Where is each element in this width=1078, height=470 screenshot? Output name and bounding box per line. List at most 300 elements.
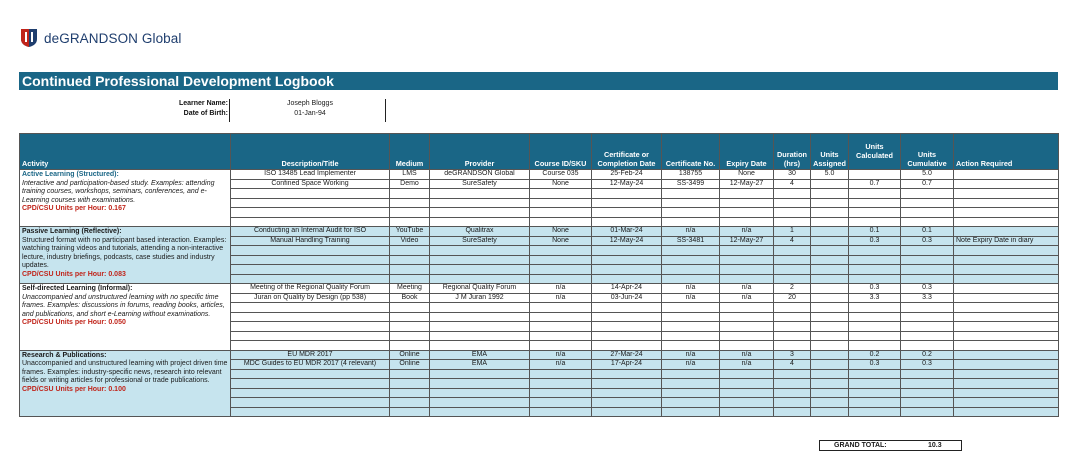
cell-units-assigned[interactable] bbox=[811, 179, 849, 189]
cell-provider[interactable] bbox=[430, 398, 530, 408]
cell-provider[interactable]: EMA bbox=[430, 360, 530, 370]
cell-course-id[interactable] bbox=[530, 379, 592, 389]
cell-units-assigned[interactable] bbox=[811, 236, 849, 246]
cell-duration[interactable]: 3 bbox=[774, 350, 811, 360]
cell-medium[interactable] bbox=[390, 379, 430, 389]
cell-certificate-no[interactable] bbox=[662, 322, 720, 332]
cell-certificate-no[interactable] bbox=[662, 246, 720, 256]
cell-duration[interactable]: 20 bbox=[774, 293, 811, 303]
cell-units-cumulative[interactable] bbox=[901, 331, 954, 341]
cell-action[interactable] bbox=[954, 331, 1059, 341]
cell-description[interactable] bbox=[231, 331, 390, 341]
cell-action[interactable] bbox=[954, 217, 1059, 227]
cell-units-calculated[interactable] bbox=[849, 274, 901, 284]
cell-action[interactable] bbox=[954, 208, 1059, 218]
cell-certificate-no[interactable] bbox=[662, 198, 720, 208]
cell-certificate-no[interactable] bbox=[662, 369, 720, 379]
cell-action[interactable] bbox=[954, 369, 1059, 379]
cell-certificate-no[interactable] bbox=[662, 255, 720, 265]
cell-course-id[interactable] bbox=[530, 274, 592, 284]
cell-course-id[interactable] bbox=[530, 255, 592, 265]
cell-certificate-no[interactable] bbox=[662, 398, 720, 408]
cell-provider[interactable] bbox=[430, 208, 530, 218]
cell-certificate-no[interactable] bbox=[662, 217, 720, 227]
cell-certificate-no[interactable] bbox=[662, 208, 720, 218]
cell-expiry[interactable]: n/a bbox=[720, 293, 774, 303]
cell-units-cumulative[interactable]: 0.3 bbox=[901, 360, 954, 370]
cell-duration[interactable]: 2 bbox=[774, 284, 811, 294]
cell-medium[interactable] bbox=[390, 208, 430, 218]
cell-provider[interactable] bbox=[430, 322, 530, 332]
cell-course-id[interactable]: None bbox=[530, 236, 592, 246]
cell-units-assigned[interactable] bbox=[811, 198, 849, 208]
cell-units-cumulative[interactable] bbox=[901, 198, 954, 208]
cell-description[interactable] bbox=[231, 369, 390, 379]
cell-duration[interactable]: 30 bbox=[774, 170, 811, 180]
cell-course-id[interactable]: n/a bbox=[530, 360, 592, 370]
cell-units-cumulative[interactable] bbox=[901, 388, 954, 398]
cell-units-assigned[interactable] bbox=[811, 388, 849, 398]
cell-units-assigned[interactable] bbox=[811, 274, 849, 284]
cell-units-calculated[interactable] bbox=[849, 341, 901, 351]
cell-units-assigned[interactable] bbox=[811, 322, 849, 332]
cell-description[interactable]: Conducting an Internal Audit for ISO bbox=[231, 227, 390, 237]
cell-certificate-date[interactable] bbox=[592, 369, 662, 379]
cell-provider[interactable] bbox=[430, 407, 530, 417]
cell-provider[interactable] bbox=[430, 379, 530, 389]
cell-units-assigned[interactable] bbox=[811, 265, 849, 275]
cell-units-assigned[interactable] bbox=[811, 284, 849, 294]
cell-course-id[interactable] bbox=[530, 198, 592, 208]
cell-course-id[interactable] bbox=[530, 407, 592, 417]
cell-units-calculated[interactable]: 3.3 bbox=[849, 293, 901, 303]
cell-action[interactable] bbox=[954, 379, 1059, 389]
cell-medium[interactable] bbox=[390, 198, 430, 208]
cell-units-cumulative[interactable] bbox=[901, 312, 954, 322]
cell-certificate-date[interactable] bbox=[592, 341, 662, 351]
cell-expiry[interactable] bbox=[720, 379, 774, 389]
cell-expiry[interactable]: 12-May-27 bbox=[720, 179, 774, 189]
cell-expiry[interactable] bbox=[720, 369, 774, 379]
cell-certificate-date[interactable]: 03-Jun-24 bbox=[592, 293, 662, 303]
cell-expiry[interactable] bbox=[720, 407, 774, 417]
cell-duration[interactable] bbox=[774, 369, 811, 379]
cell-units-assigned[interactable] bbox=[811, 331, 849, 341]
cell-units-assigned[interactable] bbox=[811, 350, 849, 360]
cell-units-assigned[interactable] bbox=[811, 217, 849, 227]
cell-provider[interactable]: Qualitrax bbox=[430, 227, 530, 237]
cell-course-id[interactable] bbox=[530, 217, 592, 227]
cell-units-assigned[interactable] bbox=[811, 341, 849, 351]
cell-description[interactable] bbox=[231, 255, 390, 265]
cell-course-id[interactable] bbox=[530, 208, 592, 218]
cell-medium[interactable] bbox=[390, 398, 430, 408]
cell-duration[interactable] bbox=[774, 274, 811, 284]
cell-certificate-date[interactable] bbox=[592, 246, 662, 256]
cell-units-assigned[interactable] bbox=[811, 398, 849, 408]
cell-certificate-date[interactable] bbox=[592, 274, 662, 284]
cell-description[interactable]: Confined Space Working bbox=[231, 179, 390, 189]
cell-expiry[interactable]: n/a bbox=[720, 350, 774, 360]
cell-units-cumulative[interactable] bbox=[901, 217, 954, 227]
cell-expiry[interactable] bbox=[720, 198, 774, 208]
cell-certificate-no[interactable] bbox=[662, 265, 720, 275]
cell-action[interactable] bbox=[954, 312, 1059, 322]
cell-medium[interactable] bbox=[390, 312, 430, 322]
cell-duration[interactable]: 4 bbox=[774, 236, 811, 246]
cell-expiry[interactable]: 12-May-27 bbox=[720, 236, 774, 246]
cell-certificate-date[interactable] bbox=[592, 407, 662, 417]
cell-course-id[interactable] bbox=[530, 265, 592, 275]
cell-units-calculated[interactable] bbox=[849, 198, 901, 208]
cell-duration[interactable] bbox=[774, 398, 811, 408]
cell-medium[interactable] bbox=[390, 303, 430, 313]
cell-certificate-date[interactable]: 01-Mar-24 bbox=[592, 227, 662, 237]
cell-units-calculated[interactable] bbox=[849, 388, 901, 398]
cell-course-id[interactable] bbox=[530, 303, 592, 313]
cell-certificate-date[interactable] bbox=[592, 322, 662, 332]
cell-action[interactable] bbox=[954, 284, 1059, 294]
cell-course-id[interactable] bbox=[530, 369, 592, 379]
cell-units-assigned[interactable] bbox=[811, 407, 849, 417]
cell-course-id[interactable]: n/a bbox=[530, 350, 592, 360]
cell-medium[interactable]: Meeting bbox=[390, 284, 430, 294]
cell-action[interactable] bbox=[954, 407, 1059, 417]
cell-units-assigned[interactable] bbox=[811, 303, 849, 313]
cell-expiry[interactable] bbox=[720, 398, 774, 408]
cell-medium[interactable]: Video bbox=[390, 236, 430, 246]
cell-expiry[interactable] bbox=[720, 189, 774, 199]
cell-certificate-date[interactable] bbox=[592, 398, 662, 408]
cell-units-cumulative[interactable] bbox=[901, 322, 954, 332]
cell-units-calculated[interactable]: 0.7 bbox=[849, 179, 901, 189]
cell-medium[interactable] bbox=[390, 388, 430, 398]
cell-certificate-no[interactable] bbox=[662, 331, 720, 341]
cell-action[interactable] bbox=[954, 341, 1059, 351]
cell-description[interactable]: Meeting of the Regional Quality Forum bbox=[231, 284, 390, 294]
cell-action[interactable] bbox=[954, 303, 1059, 313]
cell-provider[interactable]: deGRANDSON Global bbox=[430, 170, 530, 180]
cell-certificate-no[interactable] bbox=[662, 312, 720, 322]
cell-course-id[interactable]: n/a bbox=[530, 293, 592, 303]
cell-description[interactable] bbox=[231, 398, 390, 408]
cell-description[interactable]: MDC Guides to EU MDR 2017 (4 relevant) bbox=[231, 360, 390, 370]
cell-action[interactable] bbox=[954, 227, 1059, 237]
cell-course-id[interactable] bbox=[530, 322, 592, 332]
cell-action[interactable] bbox=[954, 179, 1059, 189]
cell-certificate-no[interactable]: n/a bbox=[662, 284, 720, 294]
cell-expiry[interactable] bbox=[720, 312, 774, 322]
cell-description[interactable]: ISO 13485 Lead Implementer bbox=[231, 170, 390, 180]
cell-medium[interactable]: Demo bbox=[390, 179, 430, 189]
cell-provider[interactable] bbox=[430, 217, 530, 227]
cell-units-cumulative[interactable] bbox=[901, 407, 954, 417]
cell-certificate-date[interactable]: 12-May-24 bbox=[592, 236, 662, 246]
cell-description[interactable] bbox=[231, 189, 390, 199]
cell-medium[interactable] bbox=[390, 274, 430, 284]
cell-units-cumulative[interactable] bbox=[901, 265, 954, 275]
cell-action[interactable] bbox=[954, 170, 1059, 180]
cell-duration[interactable]: 1 bbox=[774, 227, 811, 237]
cell-course-id[interactable] bbox=[530, 189, 592, 199]
cell-provider[interactable]: J M Juran 1992 bbox=[430, 293, 530, 303]
cell-units-calculated[interactable] bbox=[849, 265, 901, 275]
cell-provider[interactable] bbox=[430, 388, 530, 398]
cell-units-cumulative[interactable]: 5.0 bbox=[901, 170, 954, 180]
cell-units-calculated[interactable] bbox=[849, 170, 901, 180]
cell-certificate-date[interactable] bbox=[592, 388, 662, 398]
cell-description[interactable] bbox=[231, 407, 390, 417]
cell-certificate-no[interactable] bbox=[662, 189, 720, 199]
cell-units-calculated[interactable] bbox=[849, 208, 901, 218]
cell-certificate-date[interactable] bbox=[592, 217, 662, 227]
cell-units-cumulative[interactable]: 0.3 bbox=[901, 236, 954, 246]
cell-action[interactable] bbox=[954, 246, 1059, 256]
cell-expiry[interactable] bbox=[720, 265, 774, 275]
cell-course-id[interactable] bbox=[530, 331, 592, 341]
cell-action[interactable] bbox=[954, 398, 1059, 408]
cell-units-assigned[interactable]: 5.0 bbox=[811, 170, 849, 180]
cell-description[interactable] bbox=[231, 246, 390, 256]
cell-duration[interactable] bbox=[774, 198, 811, 208]
cell-certificate-no[interactable]: n/a bbox=[662, 350, 720, 360]
cell-course-id[interactable]: None bbox=[530, 179, 592, 189]
cell-provider[interactable] bbox=[430, 331, 530, 341]
cell-certificate-no[interactable]: 138755 bbox=[662, 170, 720, 180]
cell-units-calculated[interactable] bbox=[849, 331, 901, 341]
cell-medium[interactable]: Book bbox=[390, 293, 430, 303]
cell-units-calculated[interactable]: 0.3 bbox=[849, 284, 901, 294]
cell-units-assigned[interactable] bbox=[811, 369, 849, 379]
cell-description[interactable] bbox=[231, 265, 390, 275]
cell-provider[interactable]: EMA bbox=[430, 350, 530, 360]
cell-action[interactable] bbox=[954, 198, 1059, 208]
cell-units-calculated[interactable] bbox=[849, 379, 901, 389]
cell-medium[interactable]: YouTube bbox=[390, 227, 430, 237]
cell-expiry[interactable]: None bbox=[720, 170, 774, 180]
cell-units-assigned[interactable] bbox=[811, 360, 849, 370]
cell-certificate-no[interactable]: SS-3481 bbox=[662, 236, 720, 246]
cell-description[interactable]: Manual Handling Training bbox=[231, 236, 390, 246]
cell-certificate-no[interactable] bbox=[662, 341, 720, 351]
cell-units-calculated[interactable] bbox=[849, 322, 901, 332]
cell-expiry[interactable] bbox=[720, 303, 774, 313]
cell-description[interactable]: Juran on Quality by Design (pp 538) bbox=[231, 293, 390, 303]
cell-course-id[interactable]: Course 035 bbox=[530, 170, 592, 180]
cell-medium[interactable] bbox=[390, 255, 430, 265]
cell-duration[interactable] bbox=[774, 303, 811, 313]
cell-medium[interactable]: Online bbox=[390, 350, 430, 360]
cell-provider[interactable] bbox=[430, 274, 530, 284]
cell-action[interactable] bbox=[954, 293, 1059, 303]
cell-units-calculated[interactable] bbox=[849, 217, 901, 227]
cell-certificate-date[interactable]: 14-Apr-24 bbox=[592, 284, 662, 294]
cell-provider[interactable] bbox=[430, 369, 530, 379]
cell-expiry[interactable] bbox=[720, 255, 774, 265]
cell-course-id[interactable] bbox=[530, 246, 592, 256]
cell-certificate-no[interactable]: SS-3499 bbox=[662, 179, 720, 189]
cell-action[interactable] bbox=[954, 388, 1059, 398]
cell-units-cumulative[interactable]: 0.1 bbox=[901, 227, 954, 237]
cell-certificate-date[interactable]: 25-Feb-24 bbox=[592, 170, 662, 180]
cell-units-calculated[interactable] bbox=[849, 398, 901, 408]
cell-units-calculated[interactable] bbox=[849, 246, 901, 256]
cell-action[interactable] bbox=[954, 360, 1059, 370]
cell-medium[interactable] bbox=[390, 369, 430, 379]
cell-duration[interactable] bbox=[774, 312, 811, 322]
cell-medium[interactable] bbox=[390, 246, 430, 256]
cell-units-calculated[interactable] bbox=[849, 407, 901, 417]
cell-certificate-no[interactable]: n/a bbox=[662, 360, 720, 370]
cell-units-assigned[interactable] bbox=[811, 312, 849, 322]
cell-units-assigned[interactable] bbox=[811, 189, 849, 199]
cell-certificate-date[interactable] bbox=[592, 312, 662, 322]
cell-provider[interactable]: SureSafety bbox=[430, 179, 530, 189]
cell-medium[interactable] bbox=[390, 189, 430, 199]
cell-duration[interactable] bbox=[774, 331, 811, 341]
cell-units-cumulative[interactable] bbox=[901, 303, 954, 313]
cell-description[interactable] bbox=[231, 388, 390, 398]
cell-medium[interactable] bbox=[390, 407, 430, 417]
cell-units-cumulative[interactable] bbox=[901, 189, 954, 199]
cell-certificate-no[interactable]: n/a bbox=[662, 293, 720, 303]
cell-medium[interactable] bbox=[390, 265, 430, 275]
cell-units-assigned[interactable] bbox=[811, 255, 849, 265]
cell-description[interactable] bbox=[231, 217, 390, 227]
cell-provider[interactable] bbox=[430, 189, 530, 199]
cell-certificate-date[interactable] bbox=[592, 198, 662, 208]
cell-duration[interactable] bbox=[774, 388, 811, 398]
cell-medium[interactable] bbox=[390, 331, 430, 341]
cell-units-calculated[interactable]: 0.1 bbox=[849, 227, 901, 237]
cell-certificate-date[interactable]: 17-Apr-24 bbox=[592, 360, 662, 370]
cell-expiry[interactable] bbox=[720, 246, 774, 256]
cell-course-id[interactable] bbox=[530, 398, 592, 408]
cell-duration[interactable] bbox=[774, 379, 811, 389]
cell-description[interactable]: EU MDR 2017 bbox=[231, 350, 390, 360]
cell-description[interactable] bbox=[231, 208, 390, 218]
cell-duration[interactable] bbox=[774, 189, 811, 199]
cell-action[interactable] bbox=[954, 265, 1059, 275]
cell-provider[interactable] bbox=[430, 341, 530, 351]
cell-expiry[interactable] bbox=[720, 217, 774, 227]
cell-units-calculated[interactable] bbox=[849, 255, 901, 265]
cell-description[interactable] bbox=[231, 322, 390, 332]
cell-medium[interactable] bbox=[390, 322, 430, 332]
cell-units-cumulative[interactable]: 0.3 bbox=[901, 284, 954, 294]
cell-expiry[interactable] bbox=[720, 322, 774, 332]
cell-provider[interactable] bbox=[430, 255, 530, 265]
cell-units-assigned[interactable] bbox=[811, 379, 849, 389]
cell-units-calculated[interactable]: 0.3 bbox=[849, 236, 901, 246]
cell-provider[interactable] bbox=[430, 303, 530, 313]
cell-course-id[interactable] bbox=[530, 312, 592, 322]
cell-certificate-no[interactable]: n/a bbox=[662, 227, 720, 237]
cell-medium[interactable] bbox=[390, 217, 430, 227]
cell-expiry[interactable]: n/a bbox=[720, 284, 774, 294]
cell-expiry[interactable]: n/a bbox=[720, 360, 774, 370]
cell-duration[interactable]: 4 bbox=[774, 179, 811, 189]
cell-duration[interactable]: 4 bbox=[774, 360, 811, 370]
cell-certificate-date[interactable] bbox=[592, 265, 662, 275]
cell-certificate-date[interactable] bbox=[592, 379, 662, 389]
cell-duration[interactable] bbox=[774, 255, 811, 265]
cell-provider[interactable] bbox=[430, 312, 530, 322]
cell-action[interactable]: Note Expiry Date in diary bbox=[954, 236, 1059, 246]
cell-units-cumulative[interactable] bbox=[901, 246, 954, 256]
cell-action[interactable] bbox=[954, 255, 1059, 265]
cell-units-cumulative[interactable] bbox=[901, 398, 954, 408]
cell-units-assigned[interactable] bbox=[811, 246, 849, 256]
cell-provider[interactable] bbox=[430, 198, 530, 208]
cell-units-calculated[interactable] bbox=[849, 312, 901, 322]
cell-action[interactable] bbox=[954, 274, 1059, 284]
cell-medium[interactable]: LMS bbox=[390, 170, 430, 180]
cell-action[interactable] bbox=[954, 350, 1059, 360]
cell-duration[interactable] bbox=[774, 407, 811, 417]
cell-provider[interactable]: SureSafety bbox=[430, 236, 530, 246]
cell-certificate-no[interactable] bbox=[662, 303, 720, 313]
cell-units-cumulative[interactable]: 3.3 bbox=[901, 293, 954, 303]
cell-units-cumulative[interactable] bbox=[901, 369, 954, 379]
cell-units-cumulative[interactable] bbox=[901, 255, 954, 265]
cell-duration[interactable] bbox=[774, 265, 811, 275]
cell-description[interactable] bbox=[231, 303, 390, 313]
cell-units-calculated[interactable] bbox=[849, 303, 901, 313]
cell-certificate-date[interactable] bbox=[592, 208, 662, 218]
cell-expiry[interactable] bbox=[720, 274, 774, 284]
cell-units-calculated[interactable] bbox=[849, 369, 901, 379]
cell-expiry[interactable] bbox=[720, 331, 774, 341]
cell-description[interactable] bbox=[231, 379, 390, 389]
cell-certificate-date[interactable] bbox=[592, 331, 662, 341]
cell-duration[interactable] bbox=[774, 322, 811, 332]
cell-certificate-no[interactable] bbox=[662, 379, 720, 389]
cell-certificate-date[interactable] bbox=[592, 303, 662, 313]
cell-expiry[interactable] bbox=[720, 341, 774, 351]
cell-units-assigned[interactable] bbox=[811, 208, 849, 218]
cell-units-cumulative[interactable]: 0.7 bbox=[901, 179, 954, 189]
cell-certificate-date[interactable]: 27-Mar-24 bbox=[592, 350, 662, 360]
cell-duration[interactable] bbox=[774, 208, 811, 218]
cell-units-cumulative[interactable] bbox=[901, 274, 954, 284]
cell-expiry[interactable] bbox=[720, 208, 774, 218]
cell-duration[interactable] bbox=[774, 341, 811, 351]
cell-expiry[interactable]: n/a bbox=[720, 227, 774, 237]
cell-description[interactable] bbox=[231, 341, 390, 351]
cell-units-calculated[interactable]: 0.3 bbox=[849, 360, 901, 370]
cell-course-id[interactable] bbox=[530, 341, 592, 351]
cell-provider[interactable] bbox=[430, 246, 530, 256]
cell-units-cumulative[interactable] bbox=[901, 379, 954, 389]
cell-course-id[interactable]: None bbox=[530, 227, 592, 237]
cell-certificate-no[interactable] bbox=[662, 274, 720, 284]
cell-certificate-date[interactable] bbox=[592, 189, 662, 199]
cell-units-assigned[interactable] bbox=[811, 293, 849, 303]
cell-certificate-date[interactable]: 12-May-24 bbox=[592, 179, 662, 189]
cell-units-cumulative[interactable]: 0.2 bbox=[901, 350, 954, 360]
cell-certificate-no[interactable] bbox=[662, 388, 720, 398]
cell-certificate-date[interactable] bbox=[592, 255, 662, 265]
cell-units-calculated[interactable]: 0.2 bbox=[849, 350, 901, 360]
cell-medium[interactable] bbox=[390, 341, 430, 351]
cell-units-cumulative[interactable] bbox=[901, 208, 954, 218]
cell-duration[interactable] bbox=[774, 246, 811, 256]
cell-provider[interactable] bbox=[430, 265, 530, 275]
cell-course-id[interactable]: n/a bbox=[530, 284, 592, 294]
cell-certificate-no[interactable] bbox=[662, 407, 720, 417]
cell-units-assigned[interactable] bbox=[811, 227, 849, 237]
